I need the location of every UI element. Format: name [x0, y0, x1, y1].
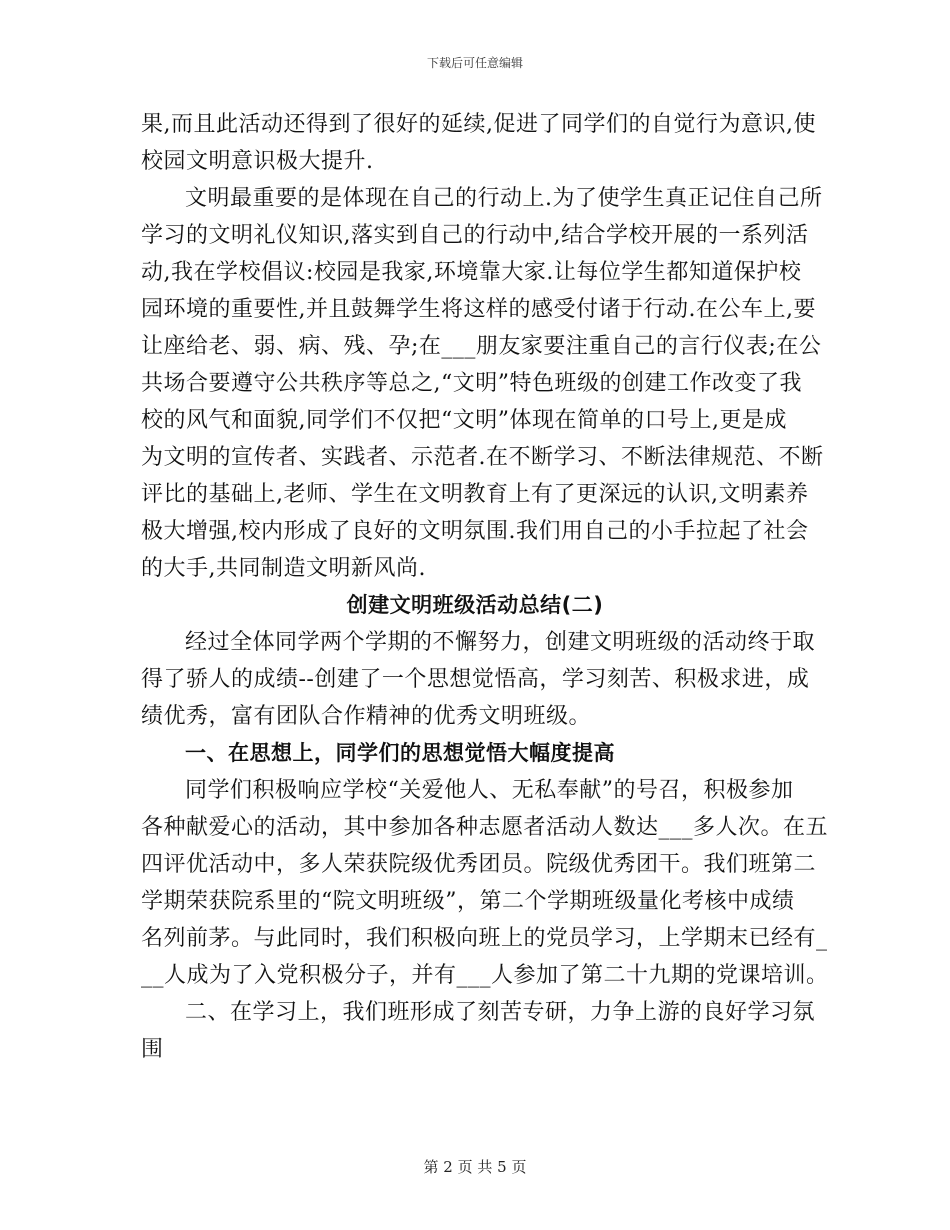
document-body	[141, 106, 829, 1068]
paragraph-line: 同学们积极响应学校“关爱他人、无私奉献”的号召，积极参加	[185, 778, 794, 803]
paragraph-line: 园环境的重要性,并且鼓舞学生将这样的感受付诸于行动.在公车上,要	[141, 297, 816, 322]
paragraph-line: 四评优活动中，多人荣获院级优秀团员。院级优秀团干。我们班第二	[141, 852, 817, 877]
paragraph-line: 校园文明意识极大提升.	[141, 149, 374, 174]
paragraph-line: __人成为了入党积极分子，并有___人参加了第二十九期的党课培训。	[141, 963, 829, 988]
paragraph-line: 名列前茅。与此同时，我们积极向班上的党员学习，上学期末已经有_	[141, 926, 828, 951]
paragraph-line: 学期荣获院系里的“院文明班级”，第二个学期班级量化考核中成绩	[141, 889, 795, 914]
paragraph-line: 得了骄人的成绩--创建了一个思想觉悟高，学习刻苦、积极求进，成	[141, 667, 810, 692]
paragraph-line: 为文明的宣传者、实践者、示范者.在不断学习、不断法律规范、不断	[141, 445, 824, 470]
paragraph-line: 围	[141, 1037, 164, 1062]
subsection-heading: 一、在思想上，同学们的思想觉悟大幅度提高	[185, 741, 615, 765]
paragraph-line: 文明最重要的是体现在自己的行动上.为了使学生真正记住自己所	[185, 186, 823, 211]
paragraph-line: 动,我在学校倡议:校园是我家,环境靠大家.让每位学生都知道保护校	[141, 260, 802, 285]
paragraph-line: 校的风气和面貌,同学们不仅把“文明”体现在简单的口号上,更是成	[141, 408, 787, 433]
page-header-note: 下载后可任意编辑	[426, 56, 523, 70]
paragraph-line: 让座给老、弱、病、残、孕;在___朋友家要注重自己的言行仪表;在公	[141, 334, 822, 359]
paragraph-line: 的大手,共同制造文明新风尚.	[141, 556, 426, 581]
paragraph-line: 极大增强,校内形成了良好的文明氛围.我们用自己的小手拉起了社会	[141, 519, 809, 544]
paragraph-line: 果,而且此活动还得到了很好的延续,促进了同学们的自觉行为意识,使	[141, 112, 816, 137]
paragraph-line: 绩优秀，富有团队合作精神的优秀文明班级。	[141, 704, 592, 729]
paragraph-line: 经过全体同学两个学期的不懈努力，创建文明班级的活动终于取	[185, 630, 816, 655]
paragraph-line: 各种献爱心的活动，其中参加各种志愿者活动人数达___多人次。在五	[141, 815, 829, 840]
paragraph-line: 学习的文明礼仪知识,落实到自己的行动中,结合学校开展的一系列活	[141, 223, 809, 248]
section-title: 创建文明班级活动总结(二)	[346, 593, 604, 617]
paragraph-line: 共场合要遵守公共秩序等总之,“文明”特色班级的创建工作改变了我	[141, 371, 802, 396]
paragraph-line: 评比的基础上,老师、学生在文明教育上有了更深远的认识,文明素养	[141, 482, 809, 507]
paragraph-line: 二、在学习上，我们班形成了刻苦专研，力争上游的良好学习氛	[185, 1000, 816, 1025]
page-number-footer: 第 2 页 共 5 页	[423, 1158, 527, 1176]
